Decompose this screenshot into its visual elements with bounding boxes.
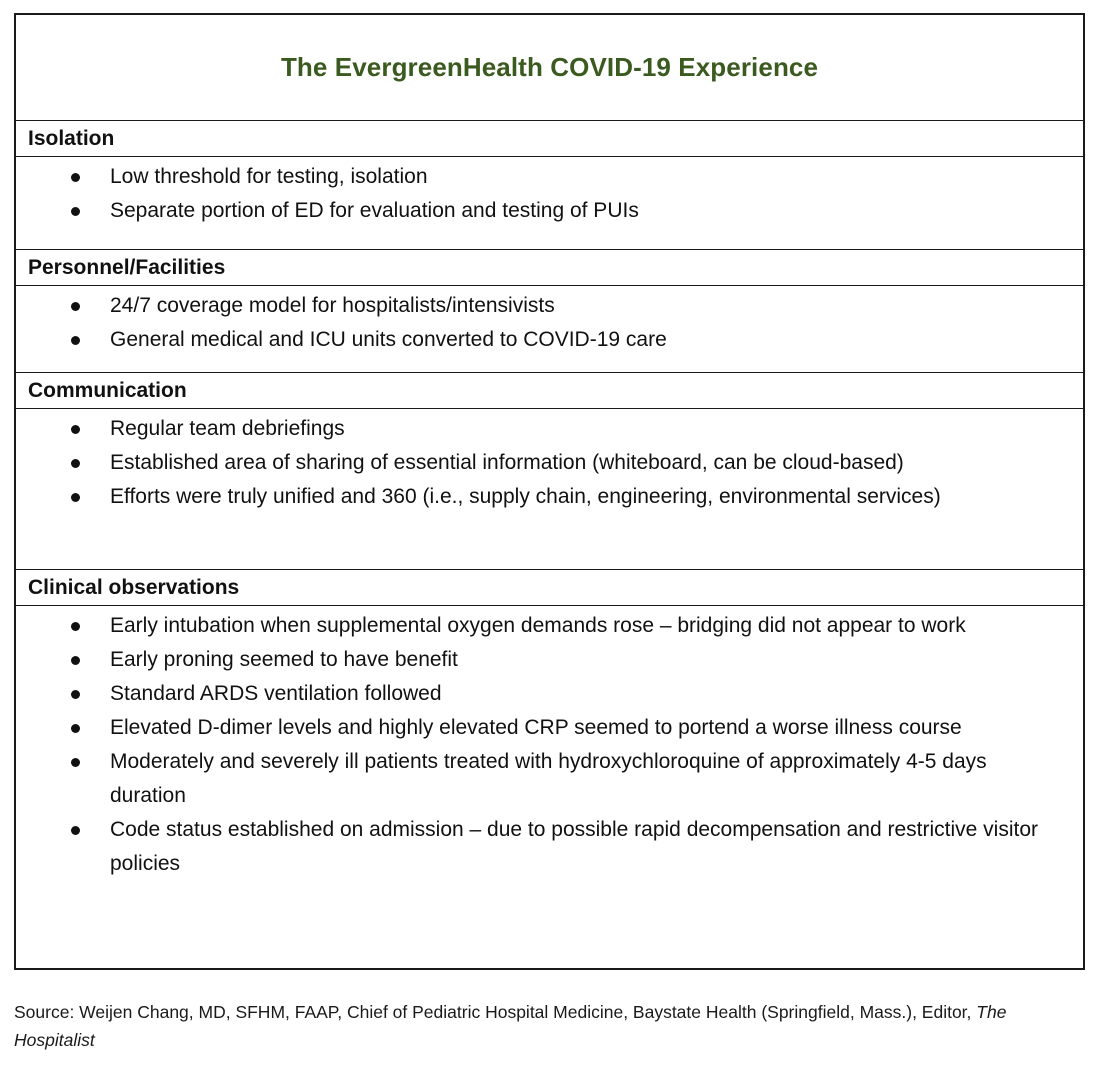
source-note <box>14 998 1090 1054</box>
section-heading-personnel-facilities: Personnel/Facilities <box>16 250 1083 286</box>
list-item: Regular team debriefings <box>16 412 1083 446</box>
bullet-icon <box>71 459 80 468</box>
list-item: Moderately and severely ill patients treated with hydroxychloroquine of approximately 4-5 days duration <box>16 745 1083 813</box>
section-heading-clinical-observations: Clinical observations <box>16 570 1083 606</box>
list-item: Established area of sharing of essential information (whiteboard, can be cloud-based) <box>16 446 1083 480</box>
list-item: Standard ARDS ventilation followed <box>16 677 1083 711</box>
list-item: 24/7 coverage model for hospitalists/intensivists <box>16 289 1083 323</box>
section-body-clinical-observations <box>16 606 1083 968</box>
list-item: Separate portion of ED for evaluation and testing of PUIs <box>16 194 1083 228</box>
bullet-icon <box>71 493 80 502</box>
list-item: General medical and ICU units converted to COVID-19 care <box>16 323 1083 357</box>
bullet-icon <box>71 622 80 631</box>
bullet-icon <box>71 425 80 434</box>
list-item: Code status established on admission – due to possible rapid decompensation and restrictive visitor policies <box>16 813 1083 881</box>
bullet-icon <box>71 207 80 216</box>
list-item: Early proning seemed to have benefit <box>16 643 1083 677</box>
bullet-icon <box>71 173 80 182</box>
section-heading-communication: Communication <box>16 373 1083 409</box>
bullet-icon <box>71 826 80 835</box>
list-item: Elevated D-dimer levels and highly elevated CRP seemed to portend a worse illness course <box>16 711 1083 745</box>
list-item: Early intubation when supplemental oxygen demands rose – bridging did not appear to work <box>16 609 1083 643</box>
publication-name: The Hospitalist <box>14 1002 1007 1050</box>
bullet-icon <box>71 302 80 311</box>
section-heading-isolation: Isolation <box>16 121 1083 157</box>
section-body-personnel-facilities <box>16 286 1083 373</box>
bullet-icon <box>71 690 80 699</box>
section-body-communication <box>16 409 1083 570</box>
summary-table <box>14 13 1085 970</box>
bullet-icon <box>71 336 80 345</box>
section-body-isolation <box>16 157 1083 250</box>
list-item: Low threshold for testing, isolation <box>16 160 1083 194</box>
list-item: Efforts were truly unified and 360 (i.e., supply chain, engineering, environmental services) <box>16 480 1083 514</box>
bullet-icon <box>71 724 80 733</box>
source-text: Source: Weijen Chang, MD, SFHM, FAAP, Chief of Pediatric Hospital Medicine, Baystate Health (Springfield, Mass.), Editor, <box>14 1002 977 1022</box>
bullet-icon <box>71 758 80 767</box>
table-title: The EvergreenHealth COVID-19 Experience <box>280 52 819 82</box>
bullet-icon <box>71 656 80 665</box>
title-row <box>16 15 1083 121</box>
